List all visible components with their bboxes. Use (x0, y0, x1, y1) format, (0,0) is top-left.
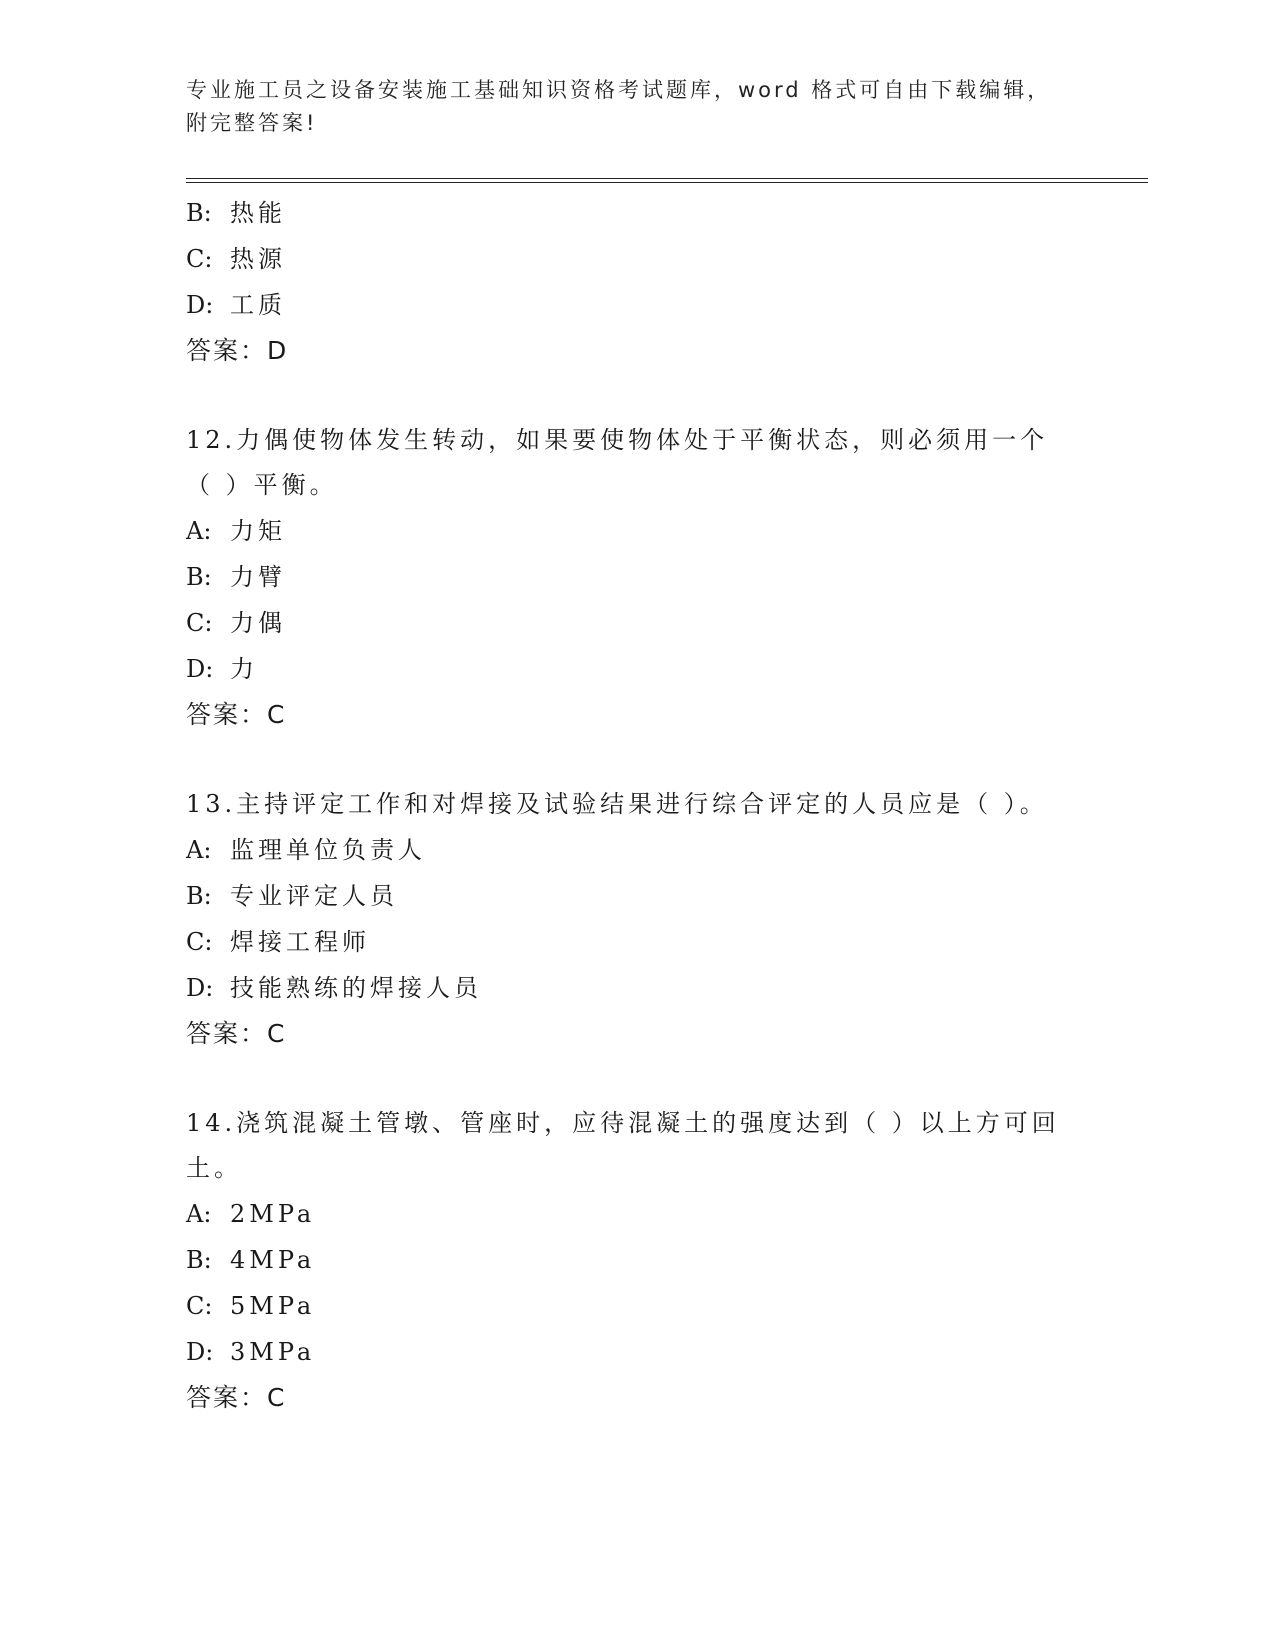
option-letter: D: (186, 291, 214, 319)
option-a (186, 508, 1086, 554)
option-text: 3MPa (230, 1338, 316, 1366)
option-c (186, 600, 1086, 646)
header-divider-top (186, 178, 1148, 179)
option-letter: D: (186, 1338, 214, 1366)
option-text: 4MPa (230, 1246, 316, 1274)
option-text: 力臂 (230, 563, 286, 591)
option-b (186, 873, 1086, 919)
spacer (186, 374, 1086, 418)
option-letter: D: (186, 974, 214, 1002)
question-13 (186, 782, 1086, 1057)
option-letter: B: (186, 563, 212, 591)
option-b (186, 554, 1086, 600)
spacer (186, 738, 1086, 782)
option-text: 监理单位负责人 (230, 836, 426, 864)
option-c (186, 236, 1086, 282)
option-letter: B: (186, 1246, 212, 1274)
option-d (186, 646, 1086, 692)
option-d (186, 1329, 1086, 1375)
question-text: 13.主持评定工作和对焊接及试验结果进行综合评定的人员应是（ ）。 (186, 790, 1048, 818)
option-text: 5MPa (230, 1292, 316, 1320)
option-b (186, 1237, 1086, 1283)
question-text: 14.浇筑混凝土管墩、管座时，应待混凝土的强度达到（ ）以上方可回土。 (186, 1109, 1060, 1182)
header-divider-bottom (186, 182, 1148, 183)
header-line-2: 附完整答案! (186, 111, 318, 135)
question-12 (186, 418, 1086, 738)
option-text: 技能熟练的焊接人员 (230, 974, 482, 1002)
option-text: 专业评定人员 (230, 882, 398, 910)
option-c (186, 1283, 1086, 1329)
option-text: 焊接工程师 (230, 928, 370, 956)
spacer (186, 1057, 1086, 1101)
answer-line: 答案：C (186, 700, 287, 729)
option-letter: B: (186, 882, 212, 910)
header-line-1: 专业施工员之设备安装施工基础知识资格考试题库，word 格式可自由下载编辑， (186, 78, 1052, 102)
option-letter: B: (186, 199, 212, 227)
option-a (186, 827, 1086, 873)
document-header (186, 74, 1086, 140)
option-text: 力偶 (230, 609, 286, 637)
option-letter: D: (186, 655, 214, 683)
answer-line: 答案：C (186, 1383, 287, 1412)
option-letter: A: (186, 836, 212, 864)
option-text: 工质 (230, 291, 286, 319)
option-text: 热能 (230, 199, 286, 227)
option-b (186, 190, 1086, 236)
option-text: 热源 (230, 245, 286, 273)
option-letter: C: (186, 245, 213, 273)
option-d (186, 282, 1086, 328)
option-text: 力矩 (230, 517, 286, 545)
option-d (186, 965, 1086, 1011)
continued-question (186, 190, 1086, 374)
option-text: 力 (230, 655, 258, 683)
option-text: 2MPa (230, 1200, 316, 1228)
option-letter: C: (186, 609, 213, 637)
question-text: 12.力偶使物体发生转动，如果要使物体处于平衡状态，则必须用一个（ ）平衡。 (186, 426, 1049, 499)
option-letter: A: (186, 1200, 212, 1228)
option-c (186, 919, 1086, 965)
question-14 (186, 1101, 1086, 1421)
question-content (186, 190, 1086, 1421)
option-letter: A: (186, 517, 212, 545)
answer-line: 答案：D (186, 336, 289, 365)
option-letter: C: (186, 928, 213, 956)
option-letter: C: (186, 1292, 213, 1320)
answer-line: 答案：C (186, 1019, 287, 1048)
option-a (186, 1191, 1086, 1237)
